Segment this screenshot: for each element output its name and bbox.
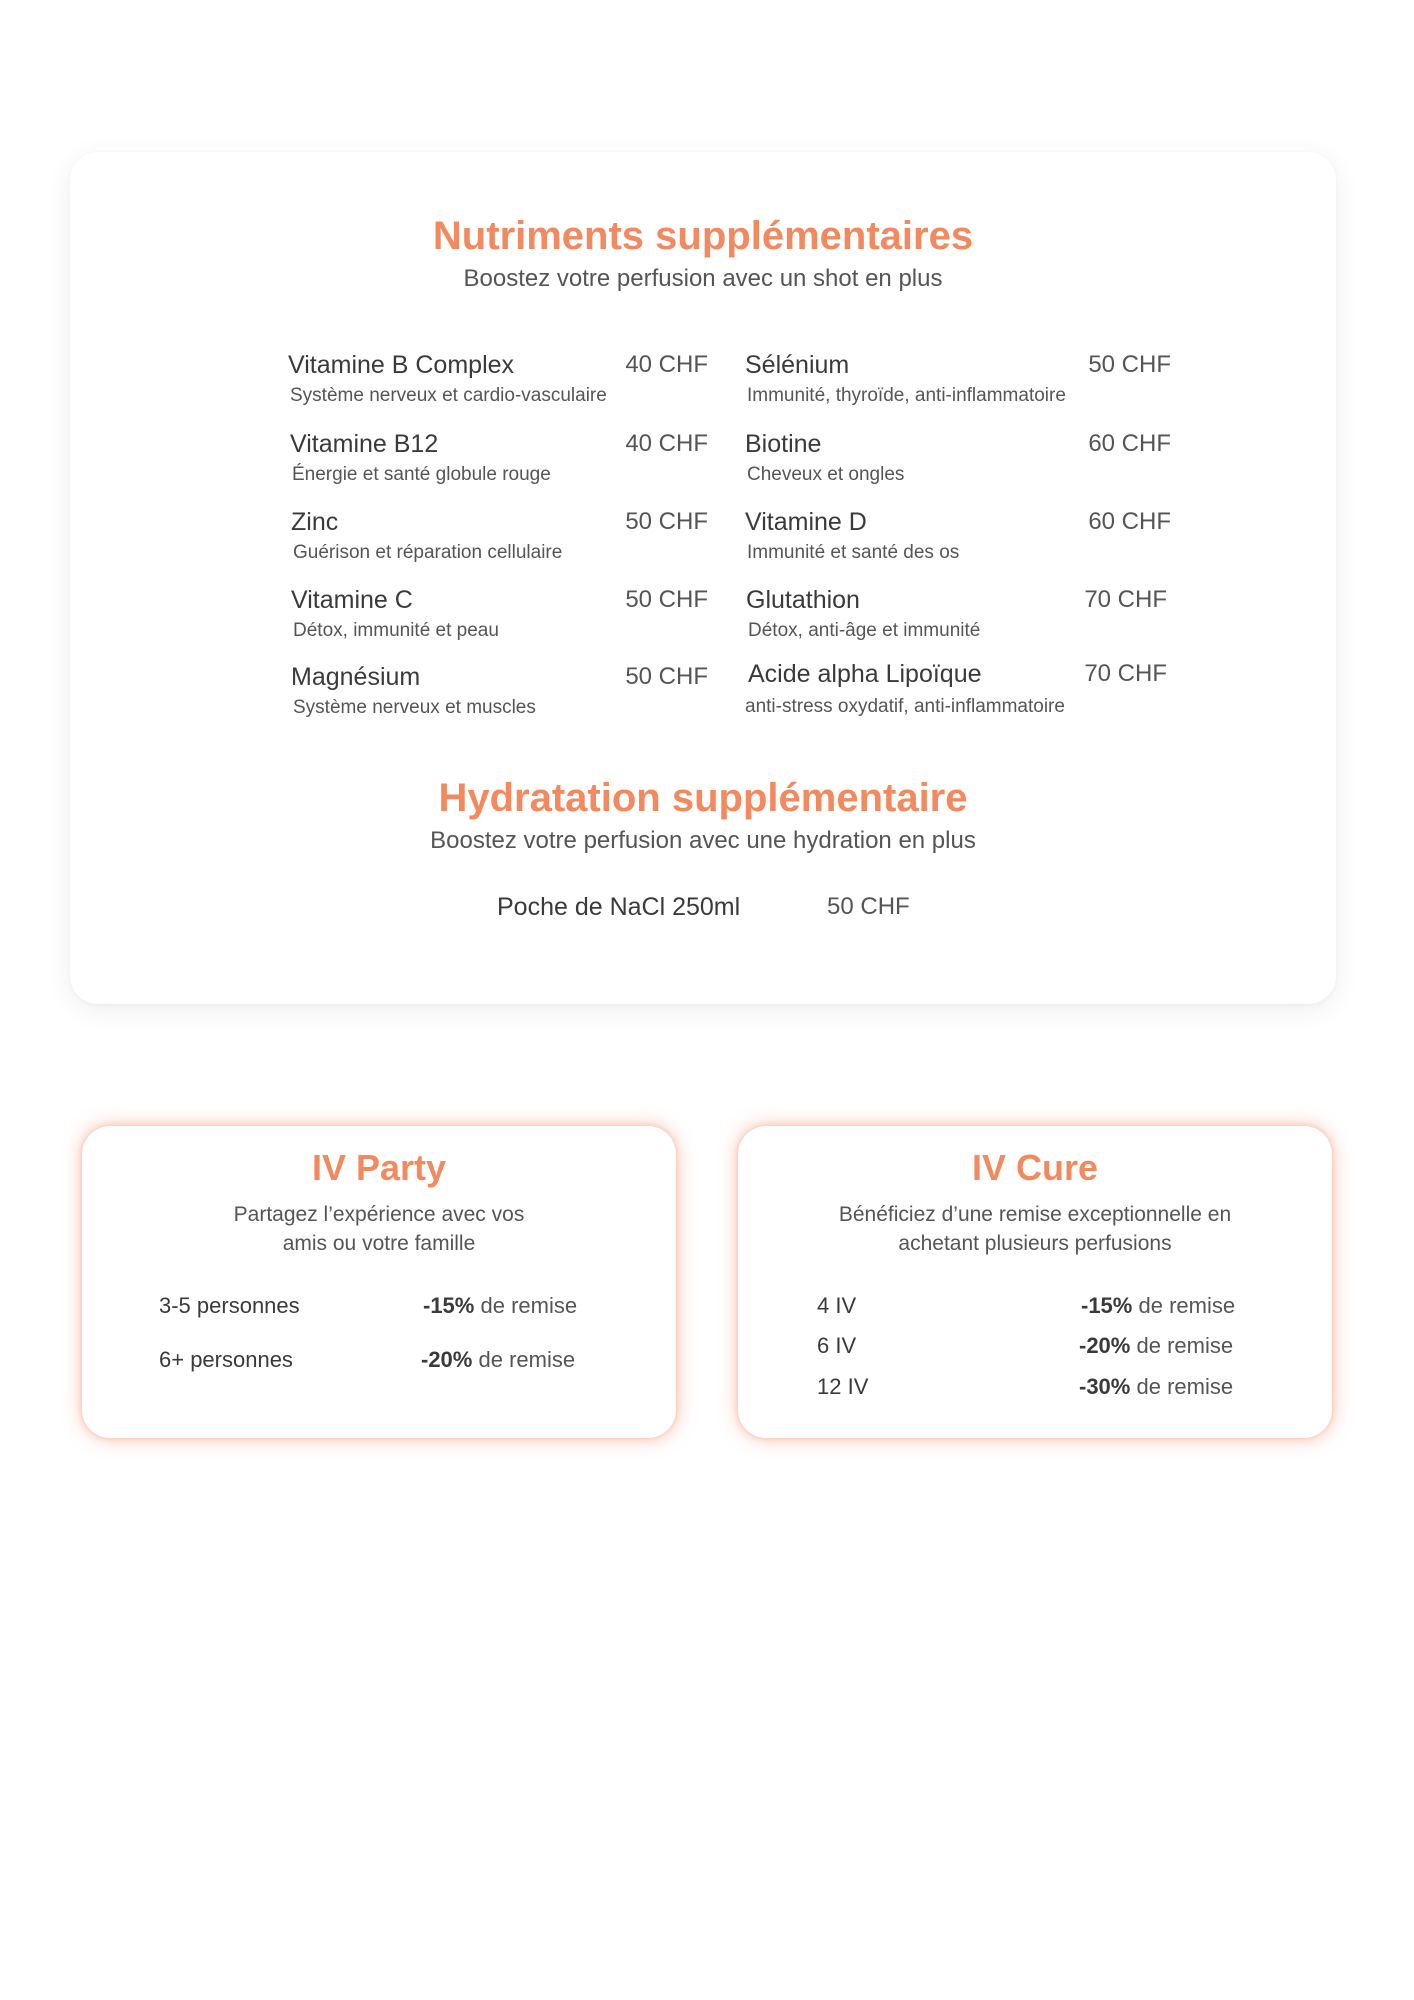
iv-cure-card (738, 1126, 1332, 1438)
iv-party-description-line: Partagez l’expérience avec vos (233, 1203, 525, 1226)
discount-label: 4 IV (817, 1293, 857, 1318)
nutrient-description: Immunité, thyroïde, anti-inflammatoire (747, 385, 1066, 406)
nutrient-price: 50 CHF (625, 508, 708, 535)
iv-cure-title: IV Cure (971, 1147, 1099, 1188)
iv-cure-description-line: achetant plusieurs perfusions (898, 1232, 1172, 1255)
hydration-item-price: 50 CHF (827, 893, 910, 920)
nutrient-item (745, 659, 1167, 721)
discount-percent: -30% (1079, 1374, 1131, 1399)
iv-party-description-line: amis ou votre famille (282, 1232, 476, 1255)
nutrient-name: Vitamine B12 (290, 430, 439, 458)
nutrient-price: 40 CHF (625, 430, 708, 457)
hydration-subtitle: Boostez votre perfusion avec une hydration en plus (430, 827, 976, 854)
nutrient-item (745, 350, 1171, 412)
discount-suffix: de remise (1136, 1374, 1234, 1399)
discount-row (82, 1292, 676, 1322)
iv-party-card (82, 1126, 676, 1438)
nutrient-item (291, 585, 708, 647)
nutrient-description: Immunité et santé des os (747, 542, 960, 563)
discount-row (738, 1332, 1332, 1362)
nutrient-price: 50 CHF (625, 586, 708, 613)
discount-percent: -20% (421, 1347, 473, 1372)
nutrient-name: Vitamine B Complex (288, 351, 515, 379)
nutrient-item (291, 662, 708, 724)
nutrient-item (291, 507, 708, 569)
nutriments-subtitle: Boostez votre perfusion avec un shot en plus (463, 265, 943, 292)
nutrient-price: 70 CHF (1084, 660, 1167, 687)
nutrient-description: Système nerveux et cardio-vasculaire (290, 385, 607, 406)
nutrient-name: Sélénium (745, 351, 850, 379)
nutrient-name: Vitamine C (291, 586, 413, 614)
nutrient-description: Guérison et réparation cellulaire (293, 542, 563, 563)
discount-label: 3-5 personnes (159, 1293, 300, 1318)
discount-label: 6+ personnes (159, 1347, 293, 1372)
nutrient-price: 60 CHF (1088, 430, 1171, 457)
discount-value (1081, 1292, 1235, 1320)
nutrient-name: Biotine (745, 430, 822, 458)
nutrient-item (290, 429, 708, 491)
nutrient-description: Détox, anti-âge et immunité (748, 620, 981, 641)
discount-label: 12 IV (817, 1374, 869, 1399)
discount-value (423, 1292, 577, 1320)
nutrient-name: Zinc (291, 508, 339, 536)
nutrient-description: Système nerveux et muscles (293, 697, 536, 718)
nutrient-price: 60 CHF (1088, 508, 1171, 535)
nutrient-item (745, 507, 1171, 569)
hydration-item-name: Poche de NaCl 250ml (497, 893, 741, 921)
hydration-title: Hydratation supplémentaire (438, 776, 968, 820)
nutrient-price: 50 CHF (1088, 351, 1171, 378)
discount-percent: -15% (423, 1293, 475, 1318)
nutrient-price: 40 CHF (625, 351, 708, 378)
nutrient-name: Glutathion (746, 586, 860, 614)
nutriments-title: Nutriments supplémentaires (432, 214, 974, 258)
iv-cure-description-line: Bénéficiez d’une remise exceptionnelle en (838, 1203, 1232, 1226)
discount-percent: -15% (1081, 1293, 1133, 1318)
nutrient-name: Vitamine D (745, 508, 867, 536)
discount-value (421, 1346, 575, 1374)
discount-suffix: de remise (478, 1347, 576, 1372)
nutrient-price: 50 CHF (625, 663, 708, 690)
iv-party-description (82, 1200, 676, 1258)
discount-row (82, 1346, 676, 1376)
discount-suffix: de remise (480, 1293, 578, 1318)
discount-percent: -20% (1079, 1333, 1131, 1358)
discount-value (1079, 1373, 1233, 1401)
discount-value (1079, 1332, 1233, 1360)
hydration-item (70, 892, 1336, 924)
supplements-card (70, 152, 1336, 1004)
nutrient-name: Acide alpha Lipoïque (748, 660, 982, 688)
nutrient-item (746, 585, 1167, 647)
discount-row (738, 1373, 1332, 1403)
nutrient-item (745, 429, 1171, 491)
nutrient-description: anti-stress oxydatif, anti-inflammatoire (745, 696, 1065, 717)
iv-cure-description (738, 1200, 1332, 1258)
nutrient-description: Cheveux et ongles (747, 464, 905, 485)
discount-suffix: de remise (1138, 1293, 1236, 1318)
discount-label: 6 IV (817, 1333, 857, 1358)
nutrient-item (288, 350, 708, 412)
discount-row (738, 1292, 1332, 1322)
nutrient-price: 70 CHF (1084, 586, 1167, 613)
iv-party-title: IV Party (311, 1147, 447, 1188)
nutrient-description: Détox, immunité et peau (293, 620, 499, 641)
nutrient-description: Énergie et santé globule rouge (292, 464, 551, 485)
discount-suffix: de remise (1136, 1333, 1234, 1358)
nutrient-name: Magnésium (291, 663, 421, 691)
